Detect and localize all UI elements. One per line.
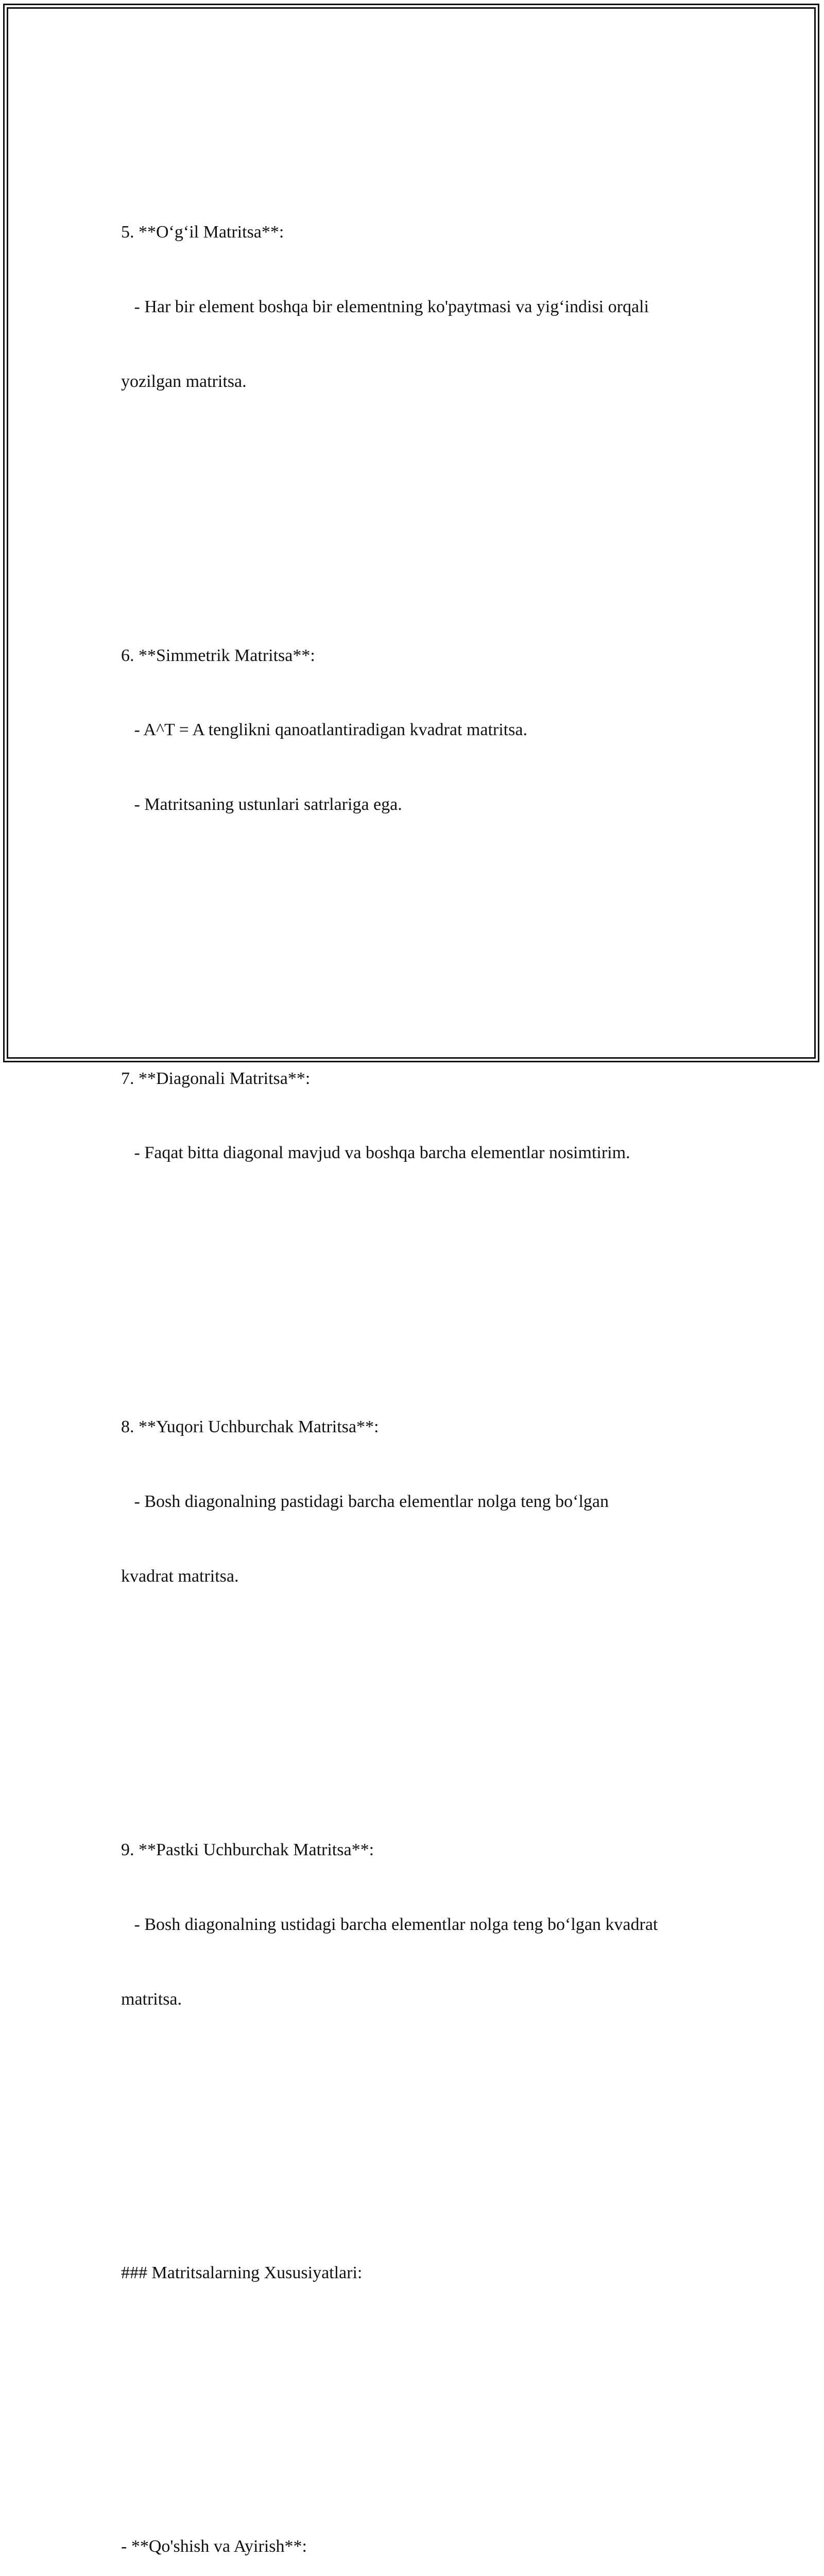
section-heading: ### Matritsalarning Xususiyatlari: bbox=[121, 2261, 708, 2285]
paragraph-gap bbox=[121, 1688, 708, 1713]
section-heading: 6. **Simmetrik Matritsa**: bbox=[121, 643, 708, 668]
section-heading: 9. **Pastki Uchburchak Matritsa**: bbox=[121, 1838, 708, 1862]
section-line: matritsa. bbox=[121, 1987, 708, 2012]
section-line: - Matritsaning ustunlari satrlariga ega. bbox=[121, 792, 708, 817]
section-pastki-uchburchak bbox=[121, 1788, 708, 2061]
section-xususiyatlari-heading bbox=[121, 2211, 708, 2335]
section-qoshish-ayirish bbox=[121, 2485, 708, 2576]
section-line: kvadrat matritsa. bbox=[121, 1564, 708, 1589]
paragraph-gap bbox=[121, 917, 708, 942]
section-heading: - **Qo'shish va Ayirish**: bbox=[121, 2534, 708, 2559]
section-line: - A^T = A tenglikni qanoatlantiradigan kvadrat matritsa. bbox=[121, 718, 708, 742]
section-diagonali-matritsa bbox=[121, 1016, 708, 1215]
section-simmetrik-matritsa bbox=[121, 594, 708, 867]
paragraph-gap bbox=[121, 1265, 708, 1290]
section-line: - Faqat bitta diagonal mavjud va boshqa barcha elementlar nosimtirim. bbox=[121, 1141, 708, 1165]
section-line: - Bosh diagonalning pastidagi barcha elementlar nolga teng bo‘lgan bbox=[121, 1489, 708, 1514]
section-yuqori-uchburchak bbox=[121, 1365, 708, 1638]
section-heading: 8. **Yuqori Uchburchak Matritsa**: bbox=[121, 1415, 708, 1439]
paragraph-gap bbox=[121, 2385, 708, 2410]
section-heading: 7. **Diagonali Matritsa**: bbox=[121, 1066, 708, 1091]
section-heading: 5. **O‘g‘il Matritsa**: bbox=[121, 220, 708, 245]
paragraph-gap bbox=[121, 494, 708, 519]
document-body bbox=[121, 96, 708, 2576]
section-line: - Har bir element boshqa bir elementning ko'paytmasi va yig‘indisi orqali bbox=[121, 295, 708, 319]
section-line: yozilgan matritsa. bbox=[121, 369, 708, 394]
paragraph-gap bbox=[121, 2111, 708, 2136]
section-ogil-matritsa bbox=[121, 171, 708, 444]
section-line: - Bosh diagonalning ustidagi barcha elementlar nolga teng bo‘lgan kvadrat bbox=[121, 1912, 708, 1937]
